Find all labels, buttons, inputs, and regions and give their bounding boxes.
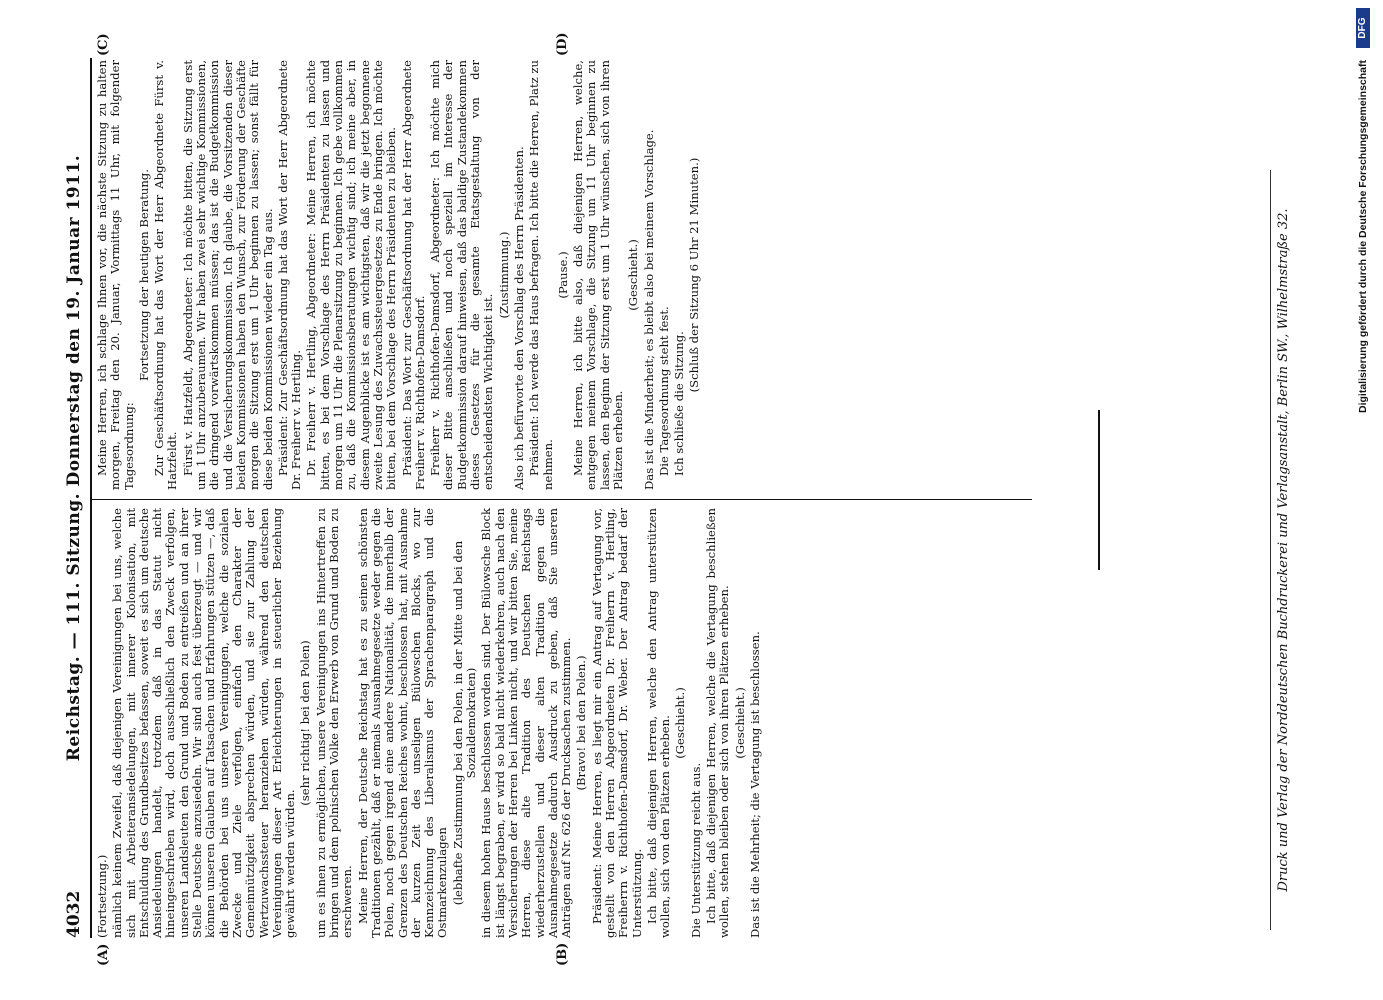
- interjection: (Geschieht.): [626, 239, 641, 311]
- paragraph: Ich bitte, daß diejenigen Herren, welche den Antrag unterstützen wollen, sich von den Plätzen erheben.: [644, 508, 673, 938]
- page-number: 4032: [64, 890, 84, 938]
- agenda-item: Fortsetzung der heutigen Beratung.: [136, 169, 151, 381]
- interjection: (Pause.): [555, 251, 570, 299]
- paragraph: um es ihnen zu ermöglichen, unsere Vereinigungen ins Hintertreffen zu bringen und dem polnischen Volke den Erwerb von Grund und Boden zu erschweren.: [313, 508, 355, 938]
- paragraph: in diesem hohen Hause beschlossen worden sind. Der Bülowsche Block ist längst begraben, er wird so bald nicht wiederkehren, auch nach den Versicherungen der Herren bei Linken nicht, und wir bitten Sie, meine Herren, diese alte Tradition des Deutschen Reichstags wiederherzustellen und dieser alten Tradition gegen die Ausnahmegesetze dadurch Ausdruck zu geben, daß Sie unseren Anträgen auf Nr. 626 der Drucksachen zustimmen.: [479, 508, 574, 938]
- margin-marker-b: (B): [555, 942, 570, 966]
- page-header: [58, 58, 92, 938]
- paragraph: Das ist die Minderheit; es bleibt also bei meinem Vorschlage.: [641, 129, 656, 490]
- footer-rule: [1270, 170, 1271, 930]
- paragraph: Also ich befürworte den Vorschlag des Herrn Präsidenten.: [511, 146, 526, 490]
- interjection: (Zustimmung.): [496, 231, 511, 319]
- interjection: (sehr richtig! bei den Polen): [298, 640, 313, 806]
- paragraph: (Fortsetzung.): [95, 854, 109, 938]
- speaker-paragraph: Präsident: Zur Geschäftsordnung hat das Wort der Herr Abgeordnete Dr. Freiherr v. Hertling.: [275, 60, 304, 490]
- dfg-logo: DFG: [1356, 8, 1370, 48]
- running-head: Reichstag. — 111. Sitzung. Donnerstag den 19. Januar 1911.: [64, 154, 84, 762]
- interjection: (Bravo! bei den Polen.): [574, 655, 589, 791]
- printer-imprint: Druck und Verlag der Norddeutschen Buchdruckerei und Verlagsanstalt, Berlin SW., Wilhelmstraße 32.: [1276, 208, 1291, 892]
- paragraph: Ich schließe die Sitzung.: [672, 331, 687, 476]
- session-close: (Schluß der Sitzung 6 Uhr 21 Minuten.): [687, 157, 702, 393]
- speaker-paragraph: Präsident: Ich werde das Haus befragen. Ich bitte die Herren, Platz zu nehmen.: [527, 60, 555, 490]
- interjection: (Geschieht.): [673, 687, 688, 759]
- speaker-paragraph: Dr. Freiherr v. Hertling, Abgeordneter: Meine Herren, ich möchte bitten, es bei dem Vorschlage des Herrn Präsidenten zu lassen und morgen um 11 Uhr die Plenarsitzung zu beginnen. Ich gebe vollkommen zu, daß die Kommissionsberatungen wichtig sind; ich meine aber, in diesem Augenblicke ist es am wichtigsten, daß wir die jetzt begonnene zweite Lesung des Zuwachssteuergesetzes zu Ende bringen. Ich möchte bitten, bei dem Vorschlage des Herrn Präsidenten zu bleiben.: [304, 60, 399, 490]
- paragraph: Das ist die Mehrheit; die Vertagung ist beschlossen.: [747, 631, 762, 938]
- margin-marker-c: (C): [96, 33, 111, 56]
- speaker-paragraph: Präsident: Meine Herren, es liegt mir ein Antrag auf Vertagung vor, gestellt von den Herren Abgeordneten Dr. Freiherrn v. Hertling, Freiherrn v. Richthofen-Damsdorf, Dr. Weber. Der Antrag bedarf der Unterstützung.: [589, 508, 644, 938]
- speaker-paragraph: Freiherr v. Richthofen-Damsdorf, Abgeordneter: Ich möchte mich dieser Bitte anschließen und noch speziell im Interesse der Budgetkommission darauf hinweisen, daß das baldige Zustandekommen dieses Gesetzes für die gesamte Etatsgestaltung von der entscheidendsten Wichtigkeit ist.: [428, 60, 496, 490]
- paragraph: Meine Herren, ich bitte also, daß diejenigen Herren, welche, entgegen meinem Vorschlage, die Sitzung um 11 Uhr beginnen zu lassen, den Beginn der Sitzung erst um 1 Uhr wünschen, sich von ihren Plätzen erheben.: [571, 60, 625, 490]
- paragraph: Meine Herren, ich schlage Ihnen vor, die nächste Sitzung zu halten morgen, Freitag den 20. Januar, Vormittags 11 Uhr, mit folgender Tagesordnung:: [95, 60, 136, 490]
- interjection: (lebhafte Zustimmung bei den Polen, in der Mitte und bei den Sozialdemokraten): [450, 540, 479, 906]
- paragraph: Ich bitte, daß diejenigen Herren, welche die Vertagung beschließen wollen, stehen bleiben oder sich von ihren Plätzen erheben.: [704, 508, 732, 938]
- margin-marker-d: (D): [555, 32, 570, 56]
- end-rule: [1098, 410, 1100, 570]
- paragraph: Zur Geschäftsordnung hat das Wort der Herr Abgeordnete Fürst v. Hatzfeldt.: [152, 60, 180, 490]
- paragraph: Meine Herren, der Deutsche Reichstag hat es zu seinen schönsten Traditionen gezählt, daß er niemals Ausnahmegesetze weder gegen die Polen, noch gegen irgend eine andere Nationalität, die innerhalb der Grenzen des Deutschen Reiches wohnt, beschlossen hat, mit Ausnahme der kurzen Zeit des unseligen Bülowschen Blocks, wo zur Kennzeichnung des Liberalismus der Sprachenparagraph und die Ostmarkenzulagen: [355, 508, 450, 938]
- paragraph: Die Unterstützung reicht aus.: [688, 762, 703, 938]
- left-column: [96, 508, 764, 938]
- right-column: [96, 60, 704, 490]
- margin-marker-a: (A): [96, 943, 111, 966]
- interjection: (Geschieht.): [732, 687, 747, 759]
- speaker-paragraph: Fürst v. Hatzfeldt, Abgeordneter: Ich möchte bitten, die Sitzung erst um 1 Uhr anzuberaumen. Wir haben zwei sehr wichtige Kommissionen, die dringend vorwärtskommen müssen; das ist die Budgetkommission und die Versicherungskommission. Ich glaube, die Vorsitzenden dieser beiden Kommissionen haben den Wunsch, zur Förderung der Geschäfte morgen die Sitzung erst um 1 Uhr beginnen zu lassen; sonst fällt für diese beiden Kommissionen wieder ein Tag aus.: [180, 60, 275, 490]
- column-divider: [92, 499, 1032, 500]
- paragraph: Die Tagesordnung steht fest.: [656, 306, 671, 476]
- speaker-paragraph: Präsident: Das Wort zur Geschäftsordnung hat der Herr Abgeordnete Freiherr v. Richthofen-Damsdorf.: [399, 60, 427, 490]
- funding-note: Digitalisierung gefördert durch die Deutsche Forschungsgemeinschaft: [1357, 60, 1369, 413]
- paragraph: nämlich keinem Zweifel, daß diejenigen Vereinigungen bei uns, welche sich mit Arbeiteransiedelungen, mit innerer Kolonisation, mit Entschuldung des Grundbesitzes befassen, soweit es sich um deutsche Ansiedelungen handelt, trotzdem daß in das Statut nicht hineingeschrieben wird, doch ausschließlich den Zweck verfolgen, unseren Landsleuten den Grund und Boden zu entreißen und an ihrer Stelle Deutsche anzusiedeln. Wir sind auch fest überzeugt — und wir können unseren Glauben auf Tatsachen und Erfahrungen stützen —, daß die Behörden bei uns unseren Vereinigungen, welche die sozialen Zwecke und Ziele verfolgen, einfach den Charakter der Gemeinnützigkeit absprechen würden, und sie zur Zahlung der Wertzuwachssteuer heranziehen würden, während den deutschen Vereinigungen dieser Art Erleichterungen in steuerlicher Beziehung gewährt werden würden.: [110, 508, 298, 938]
